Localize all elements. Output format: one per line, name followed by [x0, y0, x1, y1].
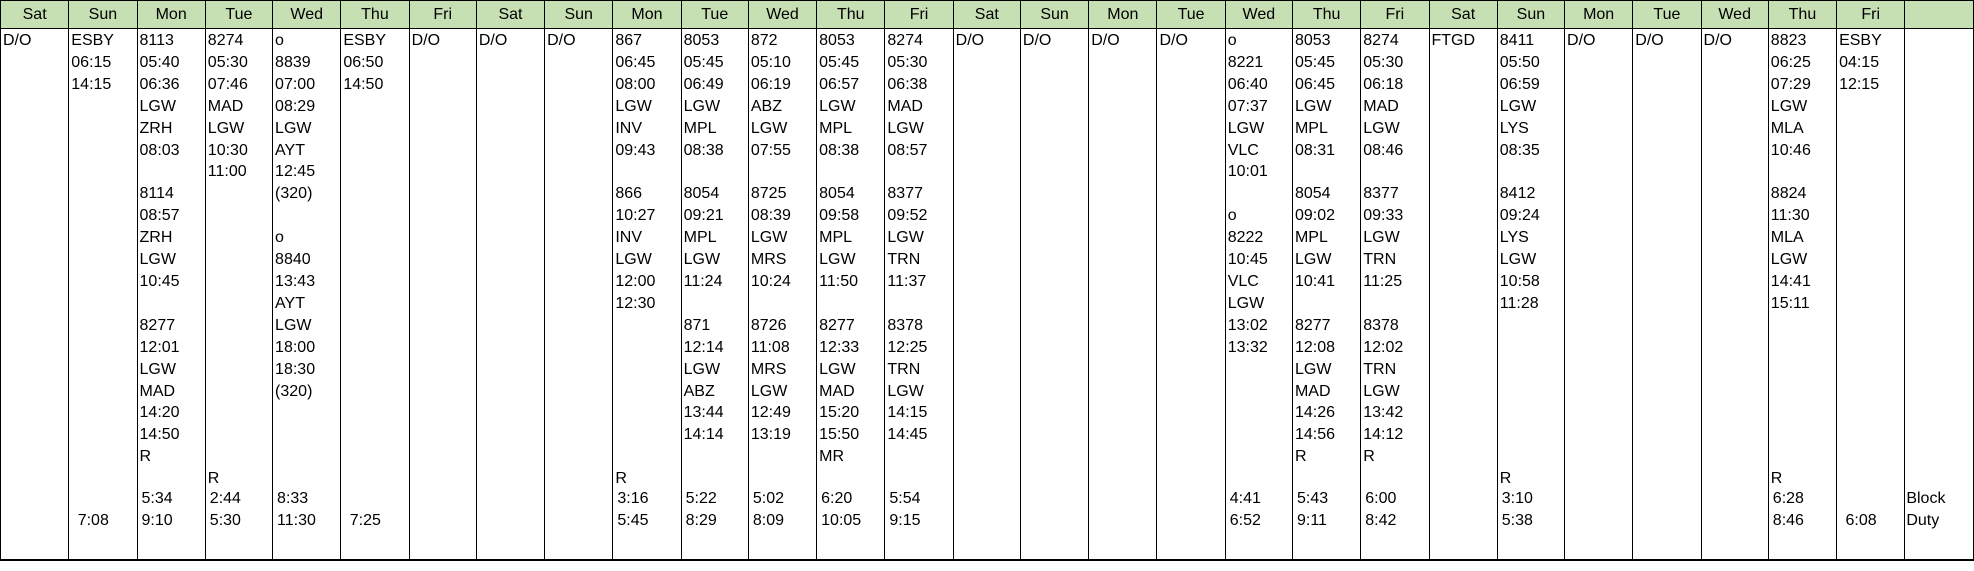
duty-totals: 3:16 5:45 [617, 490, 649, 529]
day-cell [1157, 29, 1225, 561]
duty-text: D/O [1159, 32, 1188, 49]
day-header: Sat [476, 1, 544, 29]
duty-text: 8113 05:40 06:36 LGW ZRH 08:03 8114 08:57 ZRH LGW 10:45 8277 12:01 LGW MAD 14:20 14:50 R [139, 32, 180, 466]
day-cell [409, 29, 476, 561]
day-cell [1225, 29, 1292, 561]
duty-text: o 8221 06:40 07:37 LGW VLC 10:01 o 8222 10:45 VLC LGW 13:02 13:32 [1227, 32, 1268, 356]
duty-totals: 5:22 8:29 [685, 490, 717, 529]
day-header: Wed [1225, 1, 1292, 29]
duty-text: D/O [3, 32, 32, 49]
day-header: Sat [1429, 1, 1497, 29]
day-header: Mon [1565, 1, 1633, 29]
day-cell [885, 29, 953, 561]
day-cell [1020, 29, 1088, 561]
duty-text: ESBY 06:15 14:15 [71, 32, 114, 93]
day-header: Sun [69, 1, 137, 29]
day-cell [817, 29, 885, 561]
day-header: Tue [681, 1, 748, 29]
duty-text: ESBY 06:50 14:50 [343, 32, 386, 93]
duty-text: D/O [1635, 32, 1664, 49]
day-cell [273, 29, 341, 561]
duty-totals: 6:20 10:05 [821, 490, 862, 529]
day-cell [545, 29, 613, 561]
duty-totals: 4:41 6:52 [1229, 490, 1261, 529]
duty-text: D/O [1091, 32, 1120, 49]
day-header: Thu [341, 1, 409, 29]
duty-text [1905, 29, 1973, 30]
roster-row [1, 29, 1974, 561]
duty-totals: 7:08 [77, 512, 109, 529]
day-cell [476, 29, 544, 561]
duty-text: D/O [478, 32, 508, 49]
duty-text: D/O [1703, 32, 1732, 49]
day-cell [1089, 29, 1157, 561]
day-header [1905, 1, 1974, 29]
day-header: Wed [273, 1, 341, 29]
day-cell [205, 29, 272, 561]
day-header: Mon [613, 1, 681, 29]
day-cell [1768, 29, 1836, 561]
day-cell [1701, 29, 1768, 561]
duty-text: ESBY 04:15 12:15 [1839, 32, 1882, 93]
duty-totals: 6:28 8:46 [1772, 490, 1804, 529]
day-cell [1837, 29, 1905, 561]
day-cell [1565, 29, 1633, 561]
duty-totals: 5:43 9:11 [1296, 490, 1329, 529]
day-header: Fri [1837, 1, 1905, 29]
day-header: Mon [137, 1, 205, 29]
duty-text: 8053 05:45 06:45 LGW MPL 08:31 8054 09:02 MPL LGW 10:41 8277 12:08 LGW MAD 14:26 14:56 R [1294, 32, 1336, 466]
duty-text: 872 05:10 06:19 ABZ LGW 07:55 8725 08:39 LGW MRS 10:24 8726 11:08 MRS LGW 12:49 13:19 [750, 32, 791, 444]
duty-totals: 6:00 8:42 [1365, 490, 1397, 529]
duty-totals: 3:10 5:38 [1501, 490, 1533, 529]
day-header: Fri [409, 1, 476, 29]
duty-text: 8274 05:30 06:38 MAD LGW 08:57 8377 09:52 LGW TRN 11:37 8378 12:25 TRN LGW 14:15 14:45 [887, 32, 928, 444]
duty-text: D/O [411, 32, 441, 49]
day-cell [1, 29, 69, 561]
day-cell [681, 29, 748, 561]
day-header: Tue [1157, 1, 1225, 29]
duty-text: o 8839 07:00 08:29 LGW AYT 12:45 (320) o 8840 13:43 AYT LGW 18:00 18:30 (320) [275, 32, 316, 400]
day-header: Tue [1633, 1, 1701, 29]
duty-totals: 6:08 [1845, 512, 1877, 529]
duty-text: FTGD [1431, 32, 1476, 49]
day-header: Sun [1020, 1, 1088, 29]
duty-totals: 5:54 9:15 [889, 490, 921, 529]
day-header: Tue [205, 1, 272, 29]
day-header: Thu [1292, 1, 1360, 29]
duty-totals: 7:25 [349, 512, 381, 529]
day-header: Thu [1768, 1, 1836, 29]
day-header: Sat [953, 1, 1020, 29]
header-row [1, 1, 1974, 29]
day-header: Sun [545, 1, 613, 29]
duty-totals: 5:02 8:09 [752, 490, 785, 529]
day-header: Fri [1361, 1, 1429, 29]
day-cell [1361, 29, 1429, 561]
duty-text: D/O [955, 32, 985, 49]
duty-text: D/O [1022, 32, 1052, 49]
day-cell [613, 29, 681, 561]
day-header: Wed [748, 1, 816, 29]
day-cell [748, 29, 816, 561]
day-cell [1429, 29, 1497, 561]
duty-text: 8053 05:45 06:49 LGW MPL 08:38 8054 09:21 MPL LGW 11:24 871 12:14 LGW ABZ 13:44 14:14 [683, 32, 724, 444]
day-cell [69, 29, 137, 561]
day-cell [341, 29, 409, 561]
day-cell [1292, 29, 1360, 561]
day-cell [1633, 29, 1701, 561]
duty-text: 8823 06:25 07:29 LGW MLA 10:46 8824 11:30 MLA LGW 14:41 15:11 R [1770, 32, 1811, 488]
day-header: Fri [885, 1, 953, 29]
day-cell [1905, 29, 1974, 561]
duty-totals: 5:34 9:10 [141, 490, 173, 529]
duty-text: 8411 05:50 06:59 LGW LYS 08:35 8412 09:24 LYS LGW 10:58 11:28 R [1499, 32, 1540, 488]
duty-totals: Block Duty [1906, 490, 1946, 529]
day-header: Sun [1497, 1, 1564, 29]
duty-text: 867 06:45 08:00 LGW INV 09:43 866 10:27 INV LGW 12:00 12:30 R [615, 32, 656, 488]
duty-totals: 2:44 5:30 [209, 490, 241, 529]
duty-text: D/O [547, 32, 576, 49]
duty-totals: 8:33 11:30 [277, 490, 316, 529]
duty-text: 8274 05:30 06:18 MAD LGW 08:46 8377 09:33 LGW TRN 11:25 8378 12:02 TRN LGW 13:42 14:12 R [1363, 32, 1404, 466]
day-cell [953, 29, 1020, 561]
duty-text: 8274 05:30 07:46 MAD LGW 10:30 11:00 R [207, 32, 248, 488]
day-header: Sat [1, 1, 69, 29]
day-cell [1497, 29, 1564, 561]
day-header: Thu [817, 1, 885, 29]
duty-text: 8053 05:45 06:57 LGW MPL 08:38 8054 09:58 MPL LGW 11:50 8277 12:33 LGW MAD 15:20 15:50 MR [819, 32, 860, 466]
day-header: Wed [1701, 1, 1768, 29]
day-cell [137, 29, 205, 561]
day-header: Mon [1089, 1, 1157, 29]
duty-text: D/O [1567, 32, 1596, 49]
